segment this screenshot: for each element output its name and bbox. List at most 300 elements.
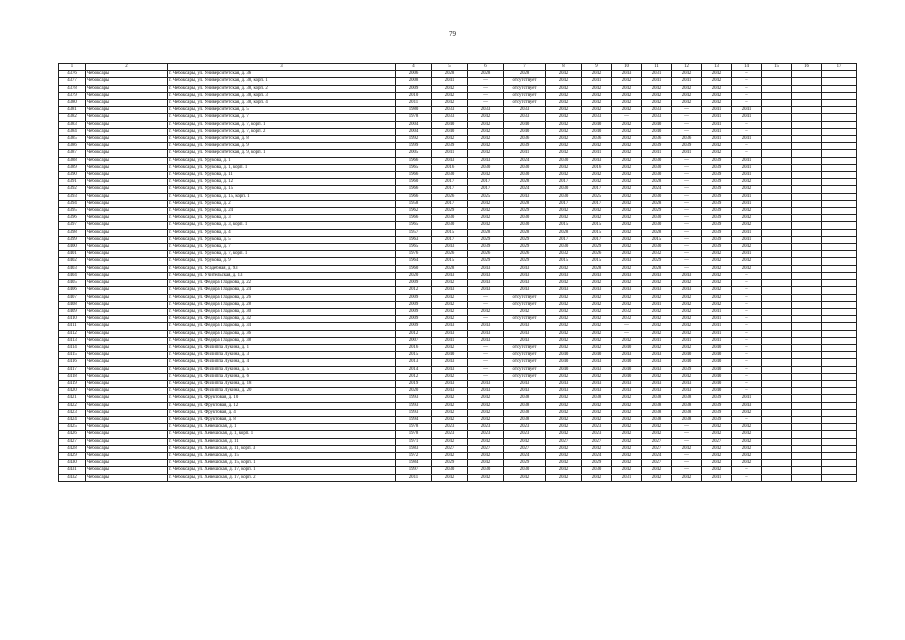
table-cell: 2041 <box>702 114 732 121</box>
table-cell: 4396 <box>59 215 86 222</box>
table-cell <box>792 229 822 236</box>
table-cell: 2036 <box>642 136 672 143</box>
table-cell: 2030 <box>504 215 546 222</box>
table-cell: 2042 <box>432 474 468 481</box>
table-cell: Чебоксары <box>86 438 168 445</box>
table-cell: 2043 <box>612 272 642 279</box>
table-row <box>59 200 857 207</box>
table-cell: 2042 <box>732 222 762 229</box>
table-cell <box>792 445 822 452</box>
table-cell: 2042 <box>468 172 504 179</box>
table-cell: 2042 <box>546 416 582 423</box>
table-cell: отсутствует <box>504 294 546 301</box>
table-cell <box>822 100 857 107</box>
table-cell: г. Чебоксары, ул. Университетская, д. 7, корп. 2 <box>168 128 396 135</box>
table-cell: отсутствует <box>504 85 546 92</box>
table-cell: 2043 <box>546 287 582 294</box>
table-cell: 2042 <box>468 452 504 459</box>
table-cell: 2042 <box>582 100 612 107</box>
table-row <box>59 193 857 200</box>
table-cell <box>822 344 857 351</box>
table-cell <box>762 251 792 258</box>
table-cell: 2042 <box>432 85 468 92</box>
table-cell: 2042 <box>672 474 702 481</box>
table-row <box>59 272 857 279</box>
table-cell: г. Чебоксары, ул. Урукова, д. 2 <box>168 200 396 207</box>
table-cell: 2040 <box>612 366 642 373</box>
table-cell <box>762 236 792 243</box>
table-cell: 2039 <box>672 143 702 150</box>
column-header-13: 13 <box>702 64 732 71</box>
table-cell: Чебоксары <box>86 164 168 171</box>
table-cell: г. Чебоксары, ул. Филиппа Лукина, д. 5 <box>168 366 396 373</box>
table-cell: г. Чебоксары, ул. Фруктовая, д. 12 <box>168 402 396 409</box>
table-cell: Чебоксары <box>86 244 168 251</box>
table-cell: Чебоксары <box>86 236 168 243</box>
table-cell: 2042 <box>432 92 468 99</box>
table-cell: 2029 <box>432 460 468 467</box>
table-cell: 2023 <box>504 424 546 431</box>
table-cell: — <box>672 222 702 229</box>
table-cell <box>762 200 792 207</box>
table-cell: 2042 <box>612 92 642 99</box>
table-cell: 2042 <box>546 136 582 143</box>
table-cell: 4393 <box>59 193 86 200</box>
table-row <box>59 179 857 186</box>
table-cell: 2041 <box>702 308 732 315</box>
table-cell: 2043 <box>582 388 612 395</box>
table-cell <box>792 344 822 351</box>
table-cell: 1965 <box>396 222 432 229</box>
table-cell: 2042 <box>546 71 582 78</box>
table-cell: 2042 <box>432 316 468 323</box>
table-row <box>59 287 857 294</box>
table-cell: 2028 <box>468 71 504 78</box>
table-cell: 2030 <box>546 157 582 164</box>
table-cell: 2041 <box>732 193 762 200</box>
table-cell: Чебоксары <box>86 330 168 337</box>
table-cell <box>822 337 857 344</box>
table-cell <box>792 222 822 229</box>
table-cell: 2041 <box>702 337 732 344</box>
table-cell: 2032 <box>642 251 672 258</box>
table-cell: 2040 <box>546 359 582 366</box>
table-cell: 2042 <box>432 136 468 143</box>
table-cell: — <box>612 114 642 121</box>
column-header-4: 4 <box>396 64 432 71</box>
table-cell: 2039 <box>468 244 504 251</box>
table-cell: г. Чебоксары, ул. Университетская, д. 38, корп. 4 <box>168 100 396 107</box>
table-cell: 2033 <box>504 107 546 114</box>
table-cell: — <box>672 186 702 193</box>
table-cell: 2015 <box>582 229 612 236</box>
table-cell: 2043 <box>672 272 702 279</box>
table-cell: 2038 <box>642 409 672 416</box>
table-cell: 2009 <box>396 85 432 92</box>
table-cell: 2042 <box>612 301 642 308</box>
table-cell: — <box>672 229 702 236</box>
table-cell: 4401 <box>59 251 86 258</box>
table-cell <box>792 208 822 215</box>
table-cell: 2030 <box>642 157 672 164</box>
table-cell <box>822 150 857 157</box>
table-cell <box>762 337 792 344</box>
table-cell <box>792 359 822 366</box>
table-cell: 2042 <box>732 424 762 431</box>
table-cell: 2030 <box>546 193 582 200</box>
table-cell: Чебоксары <box>86 445 168 452</box>
table-cell: г. Чебоксары, ул. Федора Гладкова, д. 28 <box>168 301 396 308</box>
table-cell: — <box>468 78 504 85</box>
table-cell: — <box>468 373 504 380</box>
column-header-2: 2 <box>86 64 168 71</box>
table-cell: — <box>468 294 504 301</box>
table-cell: 2042 <box>702 258 732 265</box>
table-cell <box>792 143 822 150</box>
table-cell: г. Чебоксары, ул. Хевешская, д. 11 <box>168 438 396 445</box>
table-cell: 2024 <box>504 452 546 459</box>
table-row <box>59 258 857 265</box>
table-cell <box>822 107 857 114</box>
table-cell: 2042 <box>612 78 642 85</box>
table-cell: 4426 <box>59 431 86 438</box>
table-cell: 2042 <box>612 424 642 431</box>
table-cell: 2042 <box>546 208 582 215</box>
table-cell: 2032 <box>612 308 642 315</box>
table-cell: 2038 <box>672 402 702 409</box>
table-cell: 2042 <box>582 323 612 330</box>
table-cell: 2042 <box>546 85 582 92</box>
table-cell: – <box>732 380 762 387</box>
table-cell: 2041 <box>732 136 762 143</box>
column-header-3: 3 <box>168 64 396 71</box>
table-cell: 2042 <box>546 78 582 85</box>
table-cell: Чебоксары <box>86 416 168 423</box>
table-cell: 2042 <box>612 150 642 157</box>
table-cell: 2042 <box>582 402 612 409</box>
column-header-16: 16 <box>792 64 822 71</box>
table-cell <box>822 78 857 85</box>
table-cell: 2042 <box>546 409 582 416</box>
table-cell: 2023 <box>504 431 546 438</box>
table-cell: отсутствует <box>504 100 546 107</box>
table-cell: 2042 <box>642 474 672 481</box>
table-cell: г. Чебоксары, ул. Филиппа Лукина, д. 1 <box>168 344 396 351</box>
table-cell: 2042 <box>672 92 702 99</box>
table-cell: 2036 <box>672 136 702 143</box>
table-row <box>59 380 857 387</box>
table-cell: 4376 <box>59 71 86 78</box>
table-cell: 2042 <box>582 179 612 186</box>
table-cell: 4430 <box>59 460 86 467</box>
table-cell <box>822 445 857 452</box>
table-cell: 2043 <box>642 352 672 359</box>
table-cell: — <box>672 258 702 265</box>
table-cell: 2026 <box>468 251 504 258</box>
table-cell: 2029 <box>504 258 546 265</box>
table-cell <box>762 352 792 359</box>
table-cell: 2030 <box>468 467 504 474</box>
table-cell: 2043 <box>432 359 468 366</box>
table-cell <box>792 186 822 193</box>
table-cell: 1966 <box>396 157 432 164</box>
table-cell: 2043 <box>582 157 612 164</box>
table-cell: 2042 <box>642 100 672 107</box>
table-cell <box>792 236 822 243</box>
table-cell: – <box>732 416 762 423</box>
table-cell <box>822 200 857 207</box>
table-cell <box>822 215 857 222</box>
table-cell: 2042 <box>732 215 762 222</box>
table-cell <box>792 402 822 409</box>
table-cell <box>762 344 792 351</box>
table-cell <box>792 416 822 423</box>
table-cell: г. Чебоксары, ул. Федора Гладкова, д. 36 <box>168 330 396 337</box>
table-cell: Чебоксары <box>86 157 168 164</box>
table-cell: 2040 <box>672 359 702 366</box>
table-cell: — <box>672 424 702 431</box>
table-cell: 2042 <box>702 424 732 431</box>
table-cell: 2042 <box>642 424 672 431</box>
table-cell: 2030 <box>432 467 468 474</box>
table-cell: 1993 <box>396 402 432 409</box>
table-cell: 4413 <box>59 337 86 344</box>
table-cell <box>762 308 792 315</box>
table-cell: 2029 <box>504 244 546 251</box>
table-cell: 2042 <box>672 280 702 287</box>
table-cell <box>762 92 792 99</box>
table-cell: 2043 <box>504 272 546 279</box>
table-cell: 2015 <box>546 222 582 229</box>
table-cell: 1966 <box>396 172 432 179</box>
table-cell: Чебоксары <box>86 71 168 78</box>
table-cell: 2019 <box>396 380 432 387</box>
table-cell <box>762 460 792 467</box>
table-cell <box>822 409 857 416</box>
table-cell: 2027 <box>432 445 468 452</box>
table-cell: 2012 <box>396 287 432 294</box>
table-cell: 2039 <box>642 143 672 150</box>
table-row <box>59 323 857 330</box>
table-cell: 2042 <box>612 265 642 272</box>
table-cell <box>762 157 792 164</box>
table-cell: г. Чебоксары, ул. Урукова, д. 3 <box>168 215 396 222</box>
table-cell: Чебоксары <box>86 100 168 107</box>
table-cell: 2039 <box>702 193 732 200</box>
table-cell: 2043 <box>642 380 672 387</box>
table-cell: г. Чебоксары, ул. Урукова, д. 9 <box>168 258 396 265</box>
table-cell: — <box>468 316 504 323</box>
table-cell: 2042 <box>432 402 468 409</box>
table-cell: – <box>732 373 762 380</box>
table-cell: 2043 <box>612 287 642 294</box>
table-cell: 2040 <box>702 380 732 387</box>
table-cell: 2030 <box>546 244 582 251</box>
table-cell: 2040 <box>702 344 732 351</box>
table-cell: 2042 <box>546 431 582 438</box>
table-cell: 2042 <box>582 474 612 481</box>
table-cell: отсутствует <box>504 92 546 99</box>
table-cell: 2017 <box>546 236 582 243</box>
table-cell: г. Чебоксары, ул. Федора Гладкова, д. 30 <box>168 308 396 315</box>
table-cell: 2042 <box>504 474 546 481</box>
table-cell <box>792 121 822 128</box>
table-cell: Чебоксары <box>86 467 168 474</box>
table-cell: 2013 <box>396 359 432 366</box>
table-cell <box>762 316 792 323</box>
table-cell: 2042 <box>612 251 642 258</box>
table-cell: 2030 <box>504 222 546 229</box>
table-cell: – <box>732 344 762 351</box>
table-row <box>59 308 857 315</box>
table-cell: 2040 <box>582 352 612 359</box>
table-cell: 2042 <box>546 445 582 452</box>
table-cell <box>792 460 822 467</box>
table-cell <box>762 452 792 459</box>
table-cell <box>792 92 822 99</box>
table-cell: 2028 <box>642 179 672 186</box>
table-cell: г. Чебоксары, ул. Федора Гладкова, д. 24 <box>168 287 396 294</box>
table-cell <box>762 474 792 481</box>
table-cell <box>792 323 822 330</box>
table-cell: – <box>732 308 762 315</box>
table-cell: 2040 <box>702 388 732 395</box>
table-cell <box>792 373 822 380</box>
table-cell: Чебоксары <box>86 316 168 323</box>
table-cell: 2042 <box>612 100 642 107</box>
table-cell <box>792 136 822 143</box>
table-cell: 2042 <box>468 460 504 467</box>
table-cell: — <box>672 467 702 474</box>
table-cell: 2043 <box>468 330 504 337</box>
table-cell: 2009 <box>396 308 432 315</box>
table-cell: Чебоксары <box>86 344 168 351</box>
table-cell: 4394 <box>59 200 86 207</box>
table-cell: 2042 <box>612 208 642 215</box>
table-cell: — <box>468 344 504 351</box>
table-cell <box>822 193 857 200</box>
table-cell: Чебоксары <box>86 193 168 200</box>
table-cell: 2042 <box>612 337 642 344</box>
table-cell: 2025 <box>468 193 504 200</box>
table-cell: 2025 <box>582 193 612 200</box>
table-cell: 1976 <box>396 251 432 258</box>
table-cell: Чебоксары <box>86 78 168 85</box>
table-cell <box>822 186 857 193</box>
table-cell: 2042 <box>612 200 642 207</box>
table-cell: Чебоксары <box>86 200 168 207</box>
table-cell: г. Чебоксары, ул. Хевешская, д. 1 <box>168 424 396 431</box>
table-cell: 4407 <box>59 294 86 301</box>
table-cell: 2043 <box>504 330 546 337</box>
table-cell: 1983 <box>396 445 432 452</box>
table-cell: 2042 <box>468 416 504 423</box>
table-cell: г. Чебоксары, ул. Университетская, д. 8 <box>168 136 396 143</box>
table-cell: 2042 <box>612 467 642 474</box>
table-cell: 2040 <box>504 121 546 128</box>
table-cell: 2042 <box>432 308 468 315</box>
table-cell: 2042 <box>582 215 612 222</box>
table-cell: 2040 <box>582 128 612 135</box>
table-cell: — <box>468 85 504 92</box>
table-cell: 4395 <box>59 208 86 215</box>
table-cell: — <box>672 452 702 459</box>
table-cell: 2015 <box>432 258 468 265</box>
table-cell <box>792 474 822 481</box>
table-cell: 2043 <box>432 287 468 294</box>
table-cell <box>762 114 792 121</box>
table-row <box>59 85 857 92</box>
table-row <box>59 337 857 344</box>
table-cell: 2042 <box>732 409 762 416</box>
table-cell: 1978 <box>396 431 432 438</box>
table-cell: г. Чебоксары, ул. Хевешская, д. 11, корп. 3 <box>168 445 396 452</box>
table-cell: 2042 <box>612 157 642 164</box>
table-cell: 2042 <box>612 452 642 459</box>
table-cell: 2040 <box>702 366 732 373</box>
table-cell <box>822 467 857 474</box>
table-cell: 2039 <box>702 409 732 416</box>
table-cell: 4405 <box>59 280 86 287</box>
table-cell: 1993 <box>396 409 432 416</box>
table-cell <box>762 193 792 200</box>
table-cell: 2039 <box>702 179 732 186</box>
column-header-15: 15 <box>762 64 792 71</box>
table-cell: 2031 <box>612 474 642 481</box>
table-row <box>59 445 857 452</box>
table-cell: – <box>732 150 762 157</box>
table-cell <box>822 157 857 164</box>
table-cell: – <box>732 323 762 330</box>
table-cell: 4422 <box>59 402 86 409</box>
table-cell: 2042 <box>642 344 672 351</box>
table-cell: — <box>468 366 504 373</box>
table-cell <box>762 121 792 128</box>
table-cell: 2042 <box>582 208 612 215</box>
table-cell: 2042 <box>702 150 732 157</box>
table-cell: 2030 <box>432 222 468 229</box>
table-cell: 2043 <box>582 366 612 373</box>
table-cell: Чебоксары <box>86 222 168 229</box>
table-cell: Чебоксары <box>86 229 168 236</box>
table-cell: — <box>672 208 702 215</box>
table-cell: 2016 <box>396 344 432 351</box>
table-cell: 4423 <box>59 409 86 416</box>
table-cell: отсутствует <box>504 352 546 359</box>
table-row <box>59 136 857 143</box>
table-cell <box>822 366 857 373</box>
table-cell: 2030 <box>546 186 582 193</box>
table-cell: 2043 <box>468 265 504 272</box>
table-cell: г. Чебоксары, ул. Филиппа Лукина, д. 6 <box>168 373 396 380</box>
table-cell <box>792 85 822 92</box>
table-cell <box>822 136 857 143</box>
table-cell: 2039 <box>702 186 732 193</box>
table-cell: 4412 <box>59 330 86 337</box>
table-cell: 2043 <box>504 380 546 387</box>
table-cell: 1997 <box>396 467 432 474</box>
table-cell: отсутствует <box>504 78 546 85</box>
table-cell <box>822 330 857 337</box>
table-cell: Чебоксары <box>86 251 168 258</box>
table-row <box>59 373 857 380</box>
table-cell: 2004 <box>396 121 432 128</box>
table-cell: 2043 <box>642 388 672 395</box>
table-cell: — <box>672 251 702 258</box>
table-cell <box>792 164 822 171</box>
table-cell: 2042 <box>432 416 468 423</box>
table-cell <box>822 208 857 215</box>
